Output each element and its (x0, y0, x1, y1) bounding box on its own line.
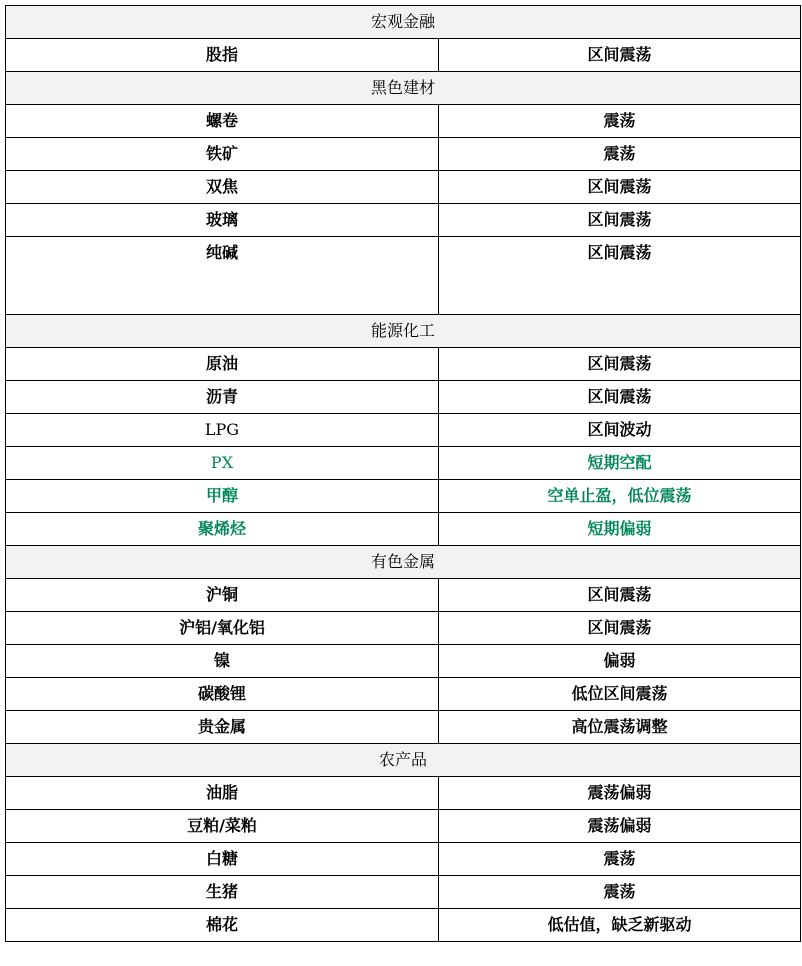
table-row (6, 39, 801, 72)
commodity-view: 区间波动 (439, 414, 801, 447)
commodity-view: 空单止盈，低位震荡 (439, 480, 801, 513)
commodity-view: 震荡 (439, 138, 801, 171)
commodity-view: 区间震荡 (439, 171, 801, 204)
table-row (6, 579, 801, 612)
commodity-view: 震荡 (439, 105, 801, 138)
section-header-row (6, 546, 801, 579)
commodity-name: 玻璃 (6, 204, 439, 237)
commodity-name: 螺卷 (6, 105, 439, 138)
commodity-name: 沪铝/氧化铝 (6, 612, 439, 645)
table-row (6, 909, 801, 942)
table-row (6, 105, 801, 138)
commodity-view: 震荡 (439, 876, 801, 909)
commodity-view: 区间震荡 (439, 204, 801, 237)
commodity-outlook-table (5, 5, 801, 942)
table-row (6, 843, 801, 876)
section-title: 有色金属 (6, 546, 801, 579)
commodity-name: 贵金属 (6, 711, 439, 744)
table-row (6, 711, 801, 744)
section-title: 宏观金融 (6, 6, 801, 39)
table-row (6, 447, 801, 480)
section-title: 黑色建材 (6, 72, 801, 105)
commodity-name: 白糖 (6, 843, 439, 876)
commodity-name: 镍 (6, 645, 439, 678)
section-title: 农产品 (6, 744, 801, 777)
commodity-view: 区间震荡 (439, 39, 801, 72)
commodity-name: 双焦 (6, 171, 439, 204)
commodity-name: 棉花 (6, 909, 439, 942)
table-row (6, 513, 801, 546)
commodity-name: 沪铜 (6, 579, 439, 612)
table-row (6, 414, 801, 447)
commodity-name: 生猪 (6, 876, 439, 909)
commodity-view: 低位区间震荡 (439, 678, 801, 711)
commodity-view: 震荡 (439, 843, 801, 876)
commodity-name: 原油 (6, 348, 439, 381)
commodity-view: 区间震荡 (439, 348, 801, 381)
commodity-name: LPG (6, 414, 439, 447)
section-header-row (6, 72, 801, 105)
section-title: 能源化工 (6, 315, 801, 348)
commodity-name: 股指 (6, 39, 439, 72)
table-row (6, 381, 801, 414)
commodity-view: 区间震荡 (439, 381, 801, 414)
commodity-name: 油脂 (6, 777, 439, 810)
commodity-view: 震荡偏弱 (439, 810, 801, 843)
commodity-view: 区间震荡 (439, 237, 801, 315)
table-row (6, 876, 801, 909)
commodity-view: 短期空配 (439, 447, 801, 480)
commodity-view: 短期偏弱 (439, 513, 801, 546)
table-row (6, 171, 801, 204)
section-header-row (6, 6, 801, 39)
commodity-name: 豆粕/菜粕 (6, 810, 439, 843)
commodity-name: 聚烯烃 (6, 513, 439, 546)
commodity-view: 低估值，缺乏新驱动 (439, 909, 801, 942)
table-row (6, 612, 801, 645)
commodity-view: 区间震荡 (439, 612, 801, 645)
table-row (6, 810, 801, 843)
table-row (6, 777, 801, 810)
table-row (6, 645, 801, 678)
section-header-row (6, 744, 801, 777)
commodity-name: PX (6, 447, 439, 480)
table-row (6, 138, 801, 171)
commodity-name: 铁矿 (6, 138, 439, 171)
table-row (6, 678, 801, 711)
commodity-view: 偏弱 (439, 645, 801, 678)
commodity-view: 高位震荡调整 (439, 711, 801, 744)
section-header-row (6, 315, 801, 348)
table-row (6, 480, 801, 513)
table-row (6, 237, 801, 315)
commodity-name: 碳酸锂 (6, 678, 439, 711)
commodity-view: 区间震荡 (439, 579, 801, 612)
table-row (6, 348, 801, 381)
commodity-view: 震荡偏弱 (439, 777, 801, 810)
commodity-name: 纯碱 (6, 237, 439, 315)
commodity-name: 甲醇 (6, 480, 439, 513)
commodity-name: 沥青 (6, 381, 439, 414)
table-row (6, 204, 801, 237)
